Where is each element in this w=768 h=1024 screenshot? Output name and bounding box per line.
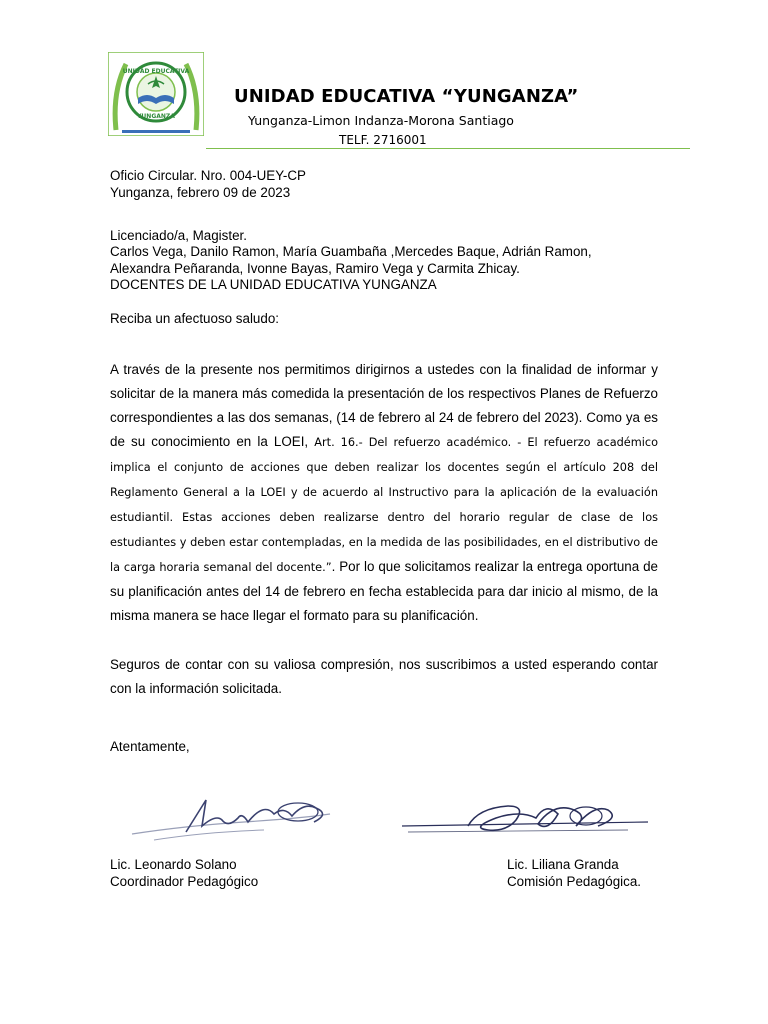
addressee-title: Licenciado/a, Magister. (110, 228, 247, 243)
body-legal-quote: Art. 16.- Del refuerzo académico. - El refuerzo académico implica el conjunto de acciones que deben realizar los docentes según el artículo 208 del Reglamento General a la LOEI y de acuerdo al Instructivo para la aplicación de la evaluación estudiantil. Estas acciones deben realizarse dentro del horario regular de clase de los estudiantes y deben estar contempladas, en la medida de las posibilidades, en el distributivo de la carga horaria semanal del docente.” (110, 436, 658, 574)
body-intro: A través de la presente nos permitimos dirigirnos a ustedes con la finalidad de informar y solicitar de la manera más comedida la presentación de los respectivos Planes de Refuerzo correspondientes a las dos semanas, (14 de febrero al 24 de febrero del 2023). Como ya es de su conocimiento en la LOEI, (110, 362, 658, 449)
addressee-group: DOCENTES DE LA UNIDAD EDUCATIVA YUNGANZA (110, 277, 437, 292)
addressee-names-line-1: Carlos Vega, Danilo Ramon, María Guambaña ,Mercedes Baque, Adrián Ramon, (110, 244, 592, 259)
school-address: Yunganza-Limon Indanza-Morona Santiago (248, 113, 514, 128)
closing-paragraph: Seguros de contar con su valiosa compresión, nos suscribimos a usted esperando contar con la información solicitada. (110, 657, 658, 696)
handwritten-signature-icon (398, 796, 654, 848)
header-divider (206, 148, 690, 149)
school-logo-icon (108, 52, 204, 136)
handwritten-signature-icon (124, 792, 338, 848)
letter-reference: Oficio Circular. Nro. 004-UEY-CP (110, 168, 306, 183)
svg-text:YUNGANZA: YUNGANZA (137, 113, 175, 120)
signatory-name: Lic. Leonardo Solano (110, 857, 237, 872)
letter-date: Yunganza, febrero 09 de 2023 (110, 185, 291, 200)
signatory-role: Coordinador Pedagógico (110, 874, 259, 889)
sign-off: Atentamente, (110, 739, 190, 754)
signatory-role: Comisión Pedagógica. (507, 874, 641, 889)
signatory-name: Lic. Liliana Granda (507, 857, 619, 872)
body-end: . Por lo que solicitamos realizar la entrega oportuna de su planificación antes del 14 de febrero en fecha establecida para dar inicio al mismo, de la misma manera se hace llegar el formato para su planificación. (110, 559, 658, 623)
greeting: Reciba un afectuoso saludo: (110, 311, 279, 326)
body-paragraph (110, 358, 658, 628)
svg-text:UNIDAD EDUCATIVA: UNIDAD EDUCATIVA (122, 68, 190, 75)
addressee-names-line-2: Alexandra Peñaranda, Ivonne Bayas, Ramiro Vega y Carmita Zhicay. (110, 261, 520, 276)
school-name: UNIDAD EDUCATIVA “YUNGANZA” (234, 86, 579, 107)
school-phone: TELF. 2716001 (339, 133, 427, 147)
